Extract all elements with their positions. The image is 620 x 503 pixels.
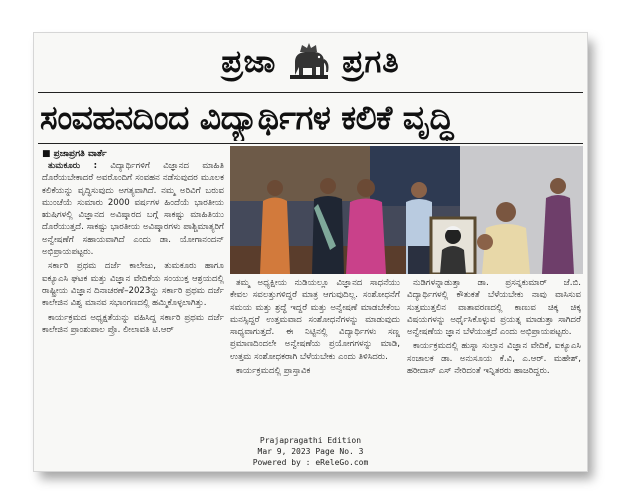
- article-paragraph: ಕಾರ್ಯಕ್ರಮದಲ್ಲಿ ಪ್ರಾಸ್ತಾವಿಕ: [236, 366, 311, 377]
- newspaper-clipping: [34, 33, 587, 471]
- article-paragraph: ನುಡಿಗಳನ್ನಾಡುತ್ತಾ ಡಾ. ಪ್ರಸನ್ನಕುಮಾರ್ ಜೆ.ಬಿ. ವಿದ್ಯಾರ್ಥಿಗಳಲ್ಲಿ ಕೌತುಕತೆ ಬೆಳೆಯಬೇಕು ನಾವು ವಾಸಿಸುವ ಸುತ್ತಮುತ್ತಲಿನ ವಾತಾವರಣದಲ್ಲಿ ಕಾಣುವ ಚಿಕ್ಕ ಚಿಕ್ಕ ವಿಷಯಗಳನ್ನು ಅರ್ಥೈಸಿಕೊಳ್ಳುವ ಪ್ರಯತ್ನ ಮಾಡುತ್ತಾ ಸಾಗಿದರೆ ಅನ್ವೇಷಣೆಯ ಜ್ಞಾನ ಬೆಳೆಯುತ್ತದೆ ಎಂದು ಅಭಿಪ್ರಾಯಪಟ್ಟರು.: [407, 278, 581, 338]
- elephant-logo-icon: [286, 42, 332, 82]
- article-paragraph: ಕಾರ್ಯಕ್ರಮದ ಅಧ್ಯಕ್ಷತೆಯನ್ನು ವಹಿಸಿದ್ದ ಸರ್ಕಾರಿ ಪ್ರಥಮ ದರ್ಜೆ ಕಾಲೇಜಿನ ಪ್ರಾಂಶುಪಾಲ ಪ್ರೊ. ಲೀಲಾವತಿ ಟಿ.ಆರ್: [42, 312, 224, 335]
- article-column-3: [407, 277, 581, 432]
- masthead-name-right: ಪ್ರಗತಿ: [342, 43, 400, 80]
- dateline: ತುಮಕೂರು :: [48, 161, 98, 171]
- masthead-name-left: ಪ್ರಜಾ: [221, 43, 277, 80]
- footer-edition: Prajapragathi Edition: [259, 436, 362, 445]
- article-paragraph: ಸರ್ಕಾರಿ ಪ್ರಥಮ ದರ್ಜೆ ಕಾಲೇಜು, ತುಮಕೂರು ಹಾಗೂ ಐಕ್ಯೂಎಸಿ ಘಟಕ ಮತ್ತು ವಿಜ್ಞಾನ ವೇದಿಕೆಯ ಸಂಯುಕ್ತ ಆಶ್ರಯದಲ್ಲಿ ರಾಷ್ಟ್ರೀಯ ವಿಜ್ಞಾನ ದಿನಾಚರಣೆ–2023ನ್ನು ಸರ್ಕಾರಿ ಪ್ರಥಮ ದರ್ಜೆ ಕಾಲೇಜಿನ ವಿಶ್ವ ಮಾನವ ಸಭಾಂಗಣದಲ್ಲಿ ಹಮ್ಮಿಕೊಳ್ಳಲಾಗಿತ್ತು.: [42, 261, 224, 309]
- article-paragraph: ಕಾರ್ಯಕ್ರಮದಲ್ಲಿ ಹುಸ್ನಾ ಸುಲ್ತಾನ ವಿಜ್ಞಾನ ವೇದಿಕೆ, ಐಕ್ಯೂಎಸಿ ಸಂಚಾಲಕ ಡಾ. ಅನುಸೂಯ ಕೆ.ವಿ, ಎ.ಆರ್. ಮಹೇಶ್, ಹರೀದಾಸ್ ಎಸ್ ನೇರಿದಂತೆ ಇನ್ನಿತರರು ಹಾಜರಿದ್ದರು.: [407, 341, 581, 377]
- headline: ಸಂವಹನದಿಂದ ವಿದ್ಯಾರ್ಥಿಗಳ ಕಲಿಕೆ ವೃದ್ಧಿ: [40, 98, 453, 137]
- article-column-2: [230, 277, 400, 432]
- article-paragraph: ತುಮಕೂರು : ವಿದ್ಯಾರ್ಥಿಗಳಿಗೆ ವಿಜ್ಞಾನದ ಮಾಹಿತಿ ದೊರೆಯಬೇಕಾದರೆ ಅವರೊಂದಿಗೆ ಸಂವಹನ ನಡೆಸುವುದರ ಮೂಲಕ ಕಲಿಕೆಯನ್ನು ವೃದ್ಧಿಸುವುದು ಅಗತ್ಯವಾಗಿದೆ. ನಮ್ಮ ಅರಿವಿಗೆ ಬರುವ ಮುಂಚೆಯೆ ಸುಮಾರು 2000 ವರ್ಷಗಳ ಹಿಂದೆಯೆ ಭಾರತೀಯ ಋಷಿಗಳಲ್ಲಿ ವಿಜ್ಞಾನದ ಅವಿಷ್ಕಾರದ ಬಗ್ಗೆ ಸಾಕಷ್ಟು ಮಾಹಿತಿಯು ದೊರೆಯುತ್ತದೆ. ಸಾಕಷ್ಟು ಭಾರತೀಯ ಅವಿಷ್ಕಾರಗಳು ಪಾಶ್ಚಿಮಾತ್ಯರಿಗೆ ಅನ್ವೇಷಣೆಗೆ ಸಹಾಯವಾಗಿದೆ ಎಂದು ಡಾ. ಯೋಗಾನಂದನ್ ಅಭಿಪ್ರಾಯಪಟ್ಟರು.: [42, 161, 224, 258]
- article-paragraph: ತಮ್ಮ ಅಧ್ಯಕ್ಷೀಯ ನುಡಿಯಲ್ಲೂ ವಿಜ್ಞಾನದ ಸಾಧನೆಯು ಕೇವಲ ಸವಲತ್ತುಗಳಿದ್ದರೆ ಮಾತ್ರ ಆಗುವುದಿಲ್ಲ. ಸಂಶೋಧನೆಗೆ ಸಮಯ ಮತ್ತು ಶ್ರದ್ಧೆ ಇದ್ದರೆ ಮತ್ತು ಅನ್ವೇಷಣೆ ಮಾಡಬೇಕೆಂಬ ಮನಸ್ಸಿದ್ದರೆ ಉತ್ತಮವಾದ ಸಂಶೋಧನೆಗಳನ್ನು ಮಾಡುವುದು ಸಾಧ್ಯವಾಗುತ್ತದೆ. ಈ ನಿಟ್ಟಿನಲ್ಲಿ ವಿದ್ಯಾರ್ಥಿಗಳು ಸಣ್ಣ ಪ್ರಮಾಣದಿಂದಲೇ ಅನ್ವೇಷಣೆಯ ಪ್ರಯೋಗಗಳನ್ನು ಮಾಡಿ, ಉತ್ತಮ ಸಂಶೋಧಕರಾಗಿ ಬೆಳೆಯಬೇಕು ಎಂದು ತಿಳಿಸಿದರು.: [230, 278, 400, 362]
- footer-powered-by: Powered by : eReleGo.com: [252, 458, 369, 467]
- article-column-1: [42, 160, 224, 432]
- event-photo: [230, 146, 583, 274]
- headline-rule: [38, 143, 583, 144]
- masthead: [34, 33, 587, 91]
- edition-footer: [34, 435, 587, 468]
- byline: ■ ಪ್ರಜಾಪ್ರಗತಿ ವಾರ್ತೆ: [42, 149, 107, 159]
- masthead-rule: [38, 92, 583, 93]
- footer-date-page: Mar 9, 2023 Page No. 3: [257, 447, 364, 456]
